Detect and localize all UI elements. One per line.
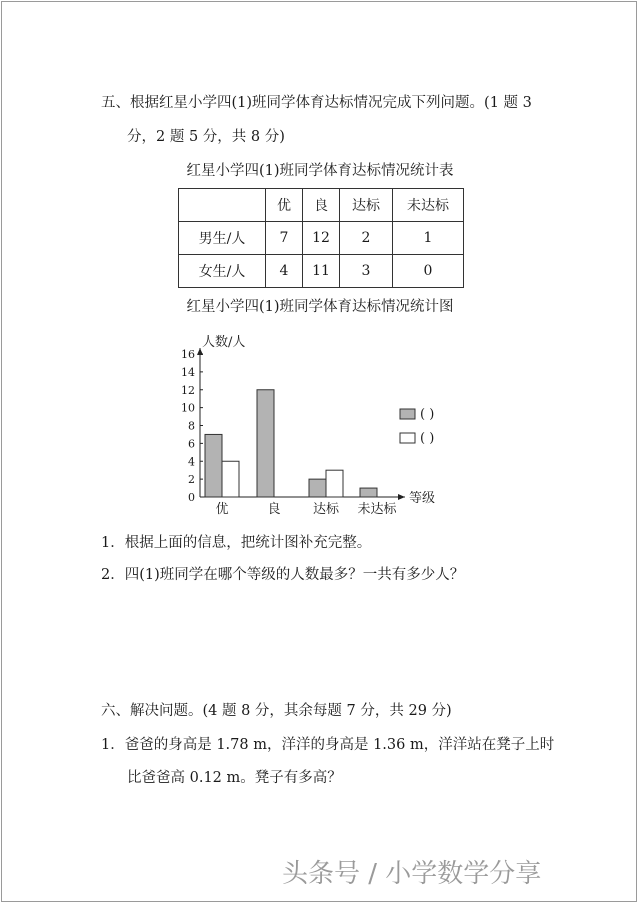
section5-heading-line1: 五、根据红星小学四(1)班同学体育达标情况完成下列问题。(1 题 3 bbox=[101, 95, 532, 111]
table-cell: 7 bbox=[266, 222, 303, 255]
x-axis-arrow bbox=[398, 494, 405, 500]
bar-chart bbox=[165, 330, 475, 522]
table-cell bbox=[179, 189, 266, 222]
bar bbox=[205, 434, 222, 497]
x-tick-label: 未达标 bbox=[357, 502, 397, 517]
legend-label: ( ) bbox=[420, 431, 435, 446]
table-cell: 女生/人 bbox=[179, 255, 266, 288]
bar bbox=[222, 461, 239, 497]
legend-swatch bbox=[400, 433, 415, 443]
bar bbox=[309, 479, 326, 497]
table-cell: 未达标 bbox=[393, 189, 464, 222]
y-tick-label: 16 bbox=[181, 348, 195, 361]
table-cell: 达标 bbox=[340, 189, 393, 222]
section5-heading-line2: 分，2 题 5 分，共 8 分) bbox=[127, 129, 285, 145]
section6-heading: 六、解决问题。(4 题 8 分，其余每题 7 分，共 29 分) bbox=[101, 703, 452, 719]
legend-swatch bbox=[400, 409, 415, 419]
table-cell: 11 bbox=[303, 255, 340, 288]
table-caption: 红星小学四(1)班同学体育达标情况统计表 bbox=[186, 163, 454, 179]
legend-label: ( ) bbox=[420, 407, 435, 422]
chart-caption: 红星小学四(1)班同学体育达标情况统计图 bbox=[186, 299, 454, 315]
table-cell: 2 bbox=[340, 222, 393, 255]
y-axis-label: 人数/人 bbox=[202, 335, 246, 350]
y-tick-label: 0 bbox=[188, 491, 195, 504]
table-cell: 4 bbox=[266, 255, 303, 288]
table-cell: 12 bbox=[303, 222, 340, 255]
y-tick-label: 8 bbox=[188, 419, 195, 433]
bar bbox=[257, 390, 274, 497]
stats-table bbox=[178, 188, 464, 288]
question-5-1: 1．根据上面的信息，把统计图补充完整。 bbox=[101, 535, 372, 551]
bar bbox=[326, 470, 343, 497]
table-cell: 男生/人 bbox=[179, 222, 266, 255]
table-cell: 优 bbox=[266, 189, 303, 222]
x-tick-label: 达标 bbox=[312, 502, 340, 517]
table-cell: 良 bbox=[303, 189, 340, 222]
question-6-1-line1: 1．爸爸的身高是 1.78 m，洋洋的身高是 1.36 m，洋洋站在凳子上时 bbox=[101, 737, 555, 753]
x-tick-label: 良 bbox=[267, 502, 281, 517]
question-5-2: 2．四(1)班同学在哪个等级的人数最多？一共有多少人？ bbox=[101, 567, 465, 583]
table-cell: 3 bbox=[340, 255, 393, 288]
y-tick-label: 12 bbox=[181, 383, 195, 397]
table-row bbox=[179, 255, 464, 288]
question-6-1-line2: 比爸爸高 0.12 m。凳子有多高？ bbox=[127, 770, 342, 786]
table-cell: 0 bbox=[393, 255, 464, 288]
x-tick-label: 优 bbox=[215, 502, 229, 517]
y-tick-label: 14 bbox=[181, 365, 195, 379]
x-axis-label: 等级 bbox=[409, 491, 436, 506]
watermark: 头条号 / 小学数学分享 bbox=[282, 859, 542, 889]
y-tick-label: 6 bbox=[188, 437, 195, 451]
y-tick-label: 4 bbox=[188, 455, 195, 469]
table-row bbox=[179, 222, 464, 255]
y-tick-label: 2 bbox=[188, 473, 195, 487]
bar bbox=[360, 488, 377, 497]
table-cell: 1 bbox=[393, 222, 464, 255]
table-row bbox=[179, 189, 464, 222]
y-tick-label: 10 bbox=[181, 401, 195, 415]
